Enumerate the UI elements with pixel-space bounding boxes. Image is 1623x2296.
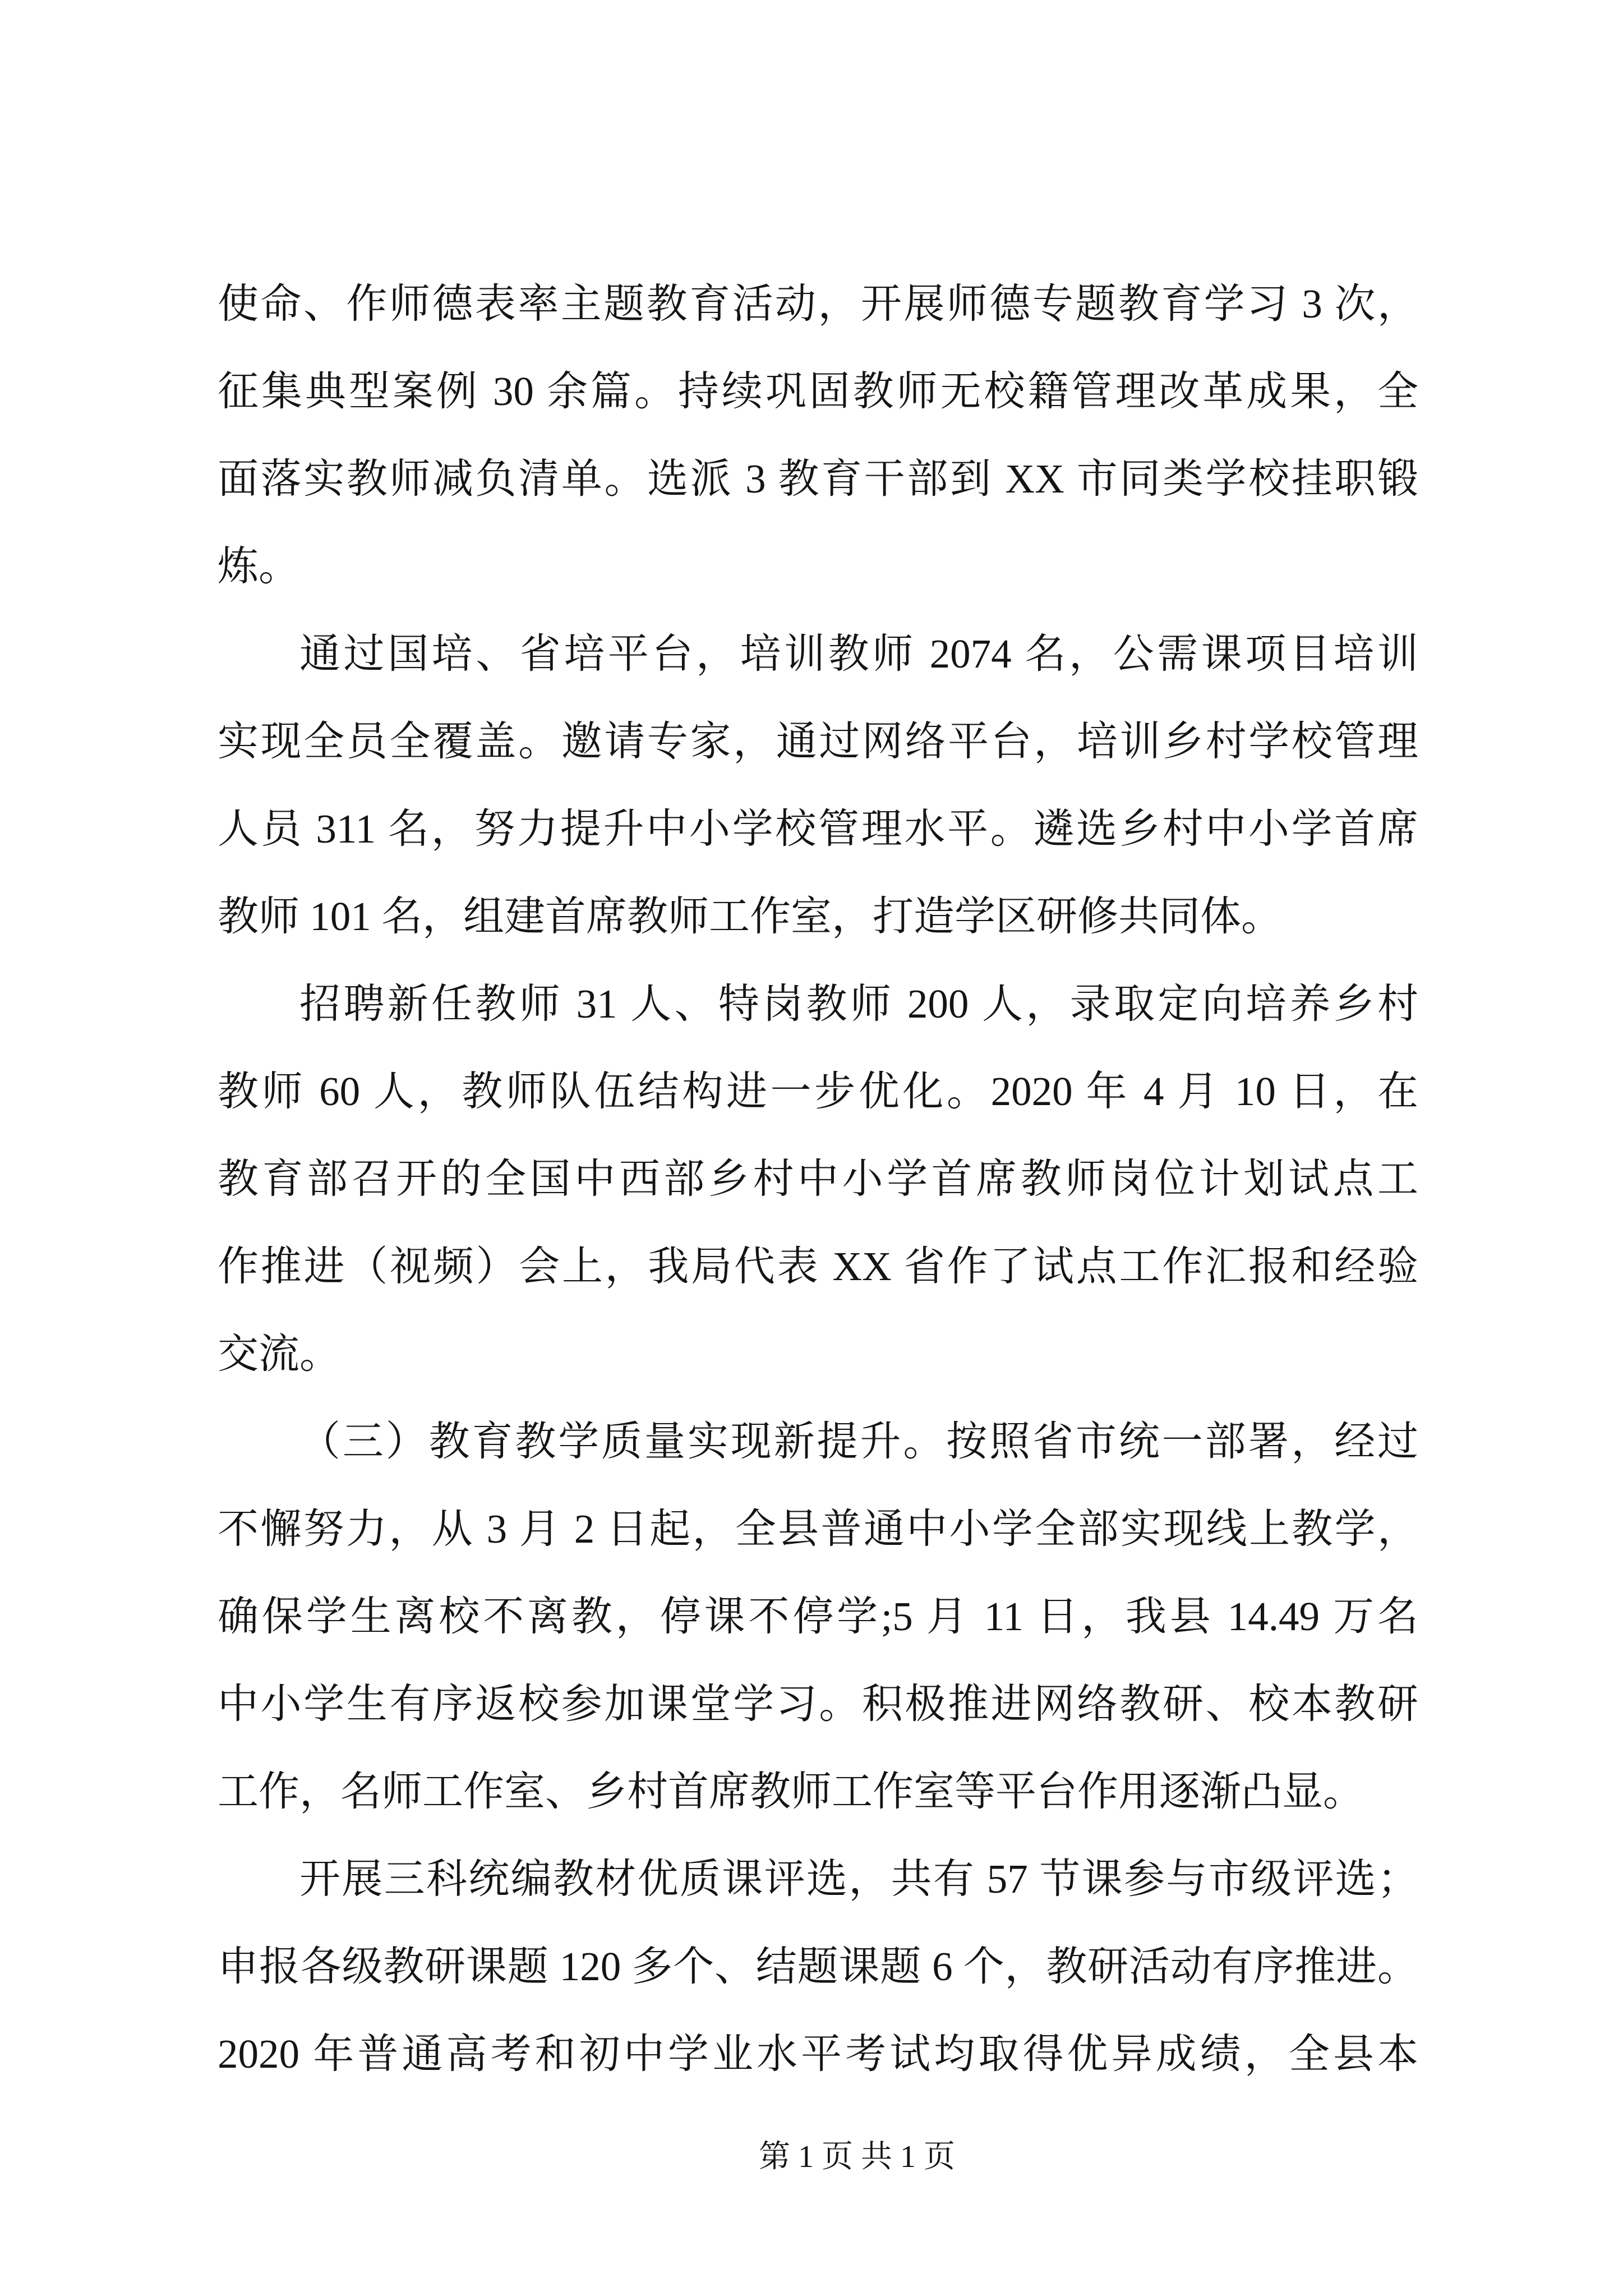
body-text-line: 申报各级教研课题 120 多个、结题课题 6 个，教研活动有序推进。 <box>218 1944 1418 1989</box>
body-text-line: 2020 年普通高考和初中学业水平考试均取得优异成绩，全县本 <box>218 2031 1418 2077</box>
body-text-line: 通过国培、省培平台，培训教师 2074 名，公需课项目培训 <box>299 631 1418 677</box>
body-text-line: 中小学生有序返校参加课堂学习。积极推进网络教研、校本教研 <box>218 1681 1418 1727</box>
body-text-line: 人员 311 名，努力提升中小学校管理水平。遴选乡村中小学首席 <box>218 806 1418 852</box>
body-text-line: 工作，名师工作室、乡村首席教师工作室等平台作用逐渐凸显。 <box>218 1769 1364 1814</box>
section-heading-line: （三）教育教学质量实现新提升。按照省市统一部署，经过 <box>299 1419 1418 1464</box>
paragraph <box>218 260 1418 610</box>
paragraph <box>218 1398 1418 1835</box>
paragraph <box>218 1835 1418 2098</box>
document-body <box>218 260 1418 2098</box>
body-text-line: 开展三科统编教材优质课评选，共有 57 节课参与市级评选； <box>299 1856 1418 1902</box>
body-text-line: 教师 101 名，组建首席教师工作室，打造学区研修共同体。 <box>218 894 1282 939</box>
body-text-line: 招聘新任教师 31 人、特岗教师 200 人，录取定向培养乡村 <box>299 981 1418 1027</box>
paragraph <box>218 610 1418 960</box>
body-text-line: 面落实教师减负清单。选派 3 教育干部到 XX 市同类学校挂职锻 <box>218 456 1418 501</box>
paragraph <box>218 960 1418 1398</box>
body-text-line: 使命、作师德表率主题教育活动，开展师德专题教育学习 3 次， <box>218 281 1418 326</box>
body-text-line: 交流。 <box>218 1331 340 1377</box>
body-text-line: 教师 60 人，教师队伍结构进一步优化。2020 年 4 月 10 日，在 <box>218 1069 1418 1114</box>
body-text-line: 教育部召开的全国中西部乡村中小学首席教师岗位计划试点工 <box>218 1156 1418 1202</box>
body-text-line: 确保学生离校不离教，停课不停学;5 月 11 日，我县 14.49 万名 <box>218 1594 1418 1639</box>
body-text-line: 实现全员全覆盖。邀请专家，通过网络平台，培训乡村学校管理 <box>218 719 1418 764</box>
body-text-line: 炼。 <box>218 544 299 589</box>
body-text-line: 征集典型案例 30 余篇。持续巩固教师无校籍管理改革成果，全 <box>218 369 1418 414</box>
body-text-line: 不懈努力，从 3 月 2 日起，全县普通中小学全部实现线上教学， <box>218 1506 1418 1552</box>
body-text-line: 作推进（视频）会上，我局代表 XX 省作了试点工作汇报和经验 <box>218 1244 1418 1289</box>
page-footer: 第 1 页 共 1 页 <box>759 2139 955 2174</box>
